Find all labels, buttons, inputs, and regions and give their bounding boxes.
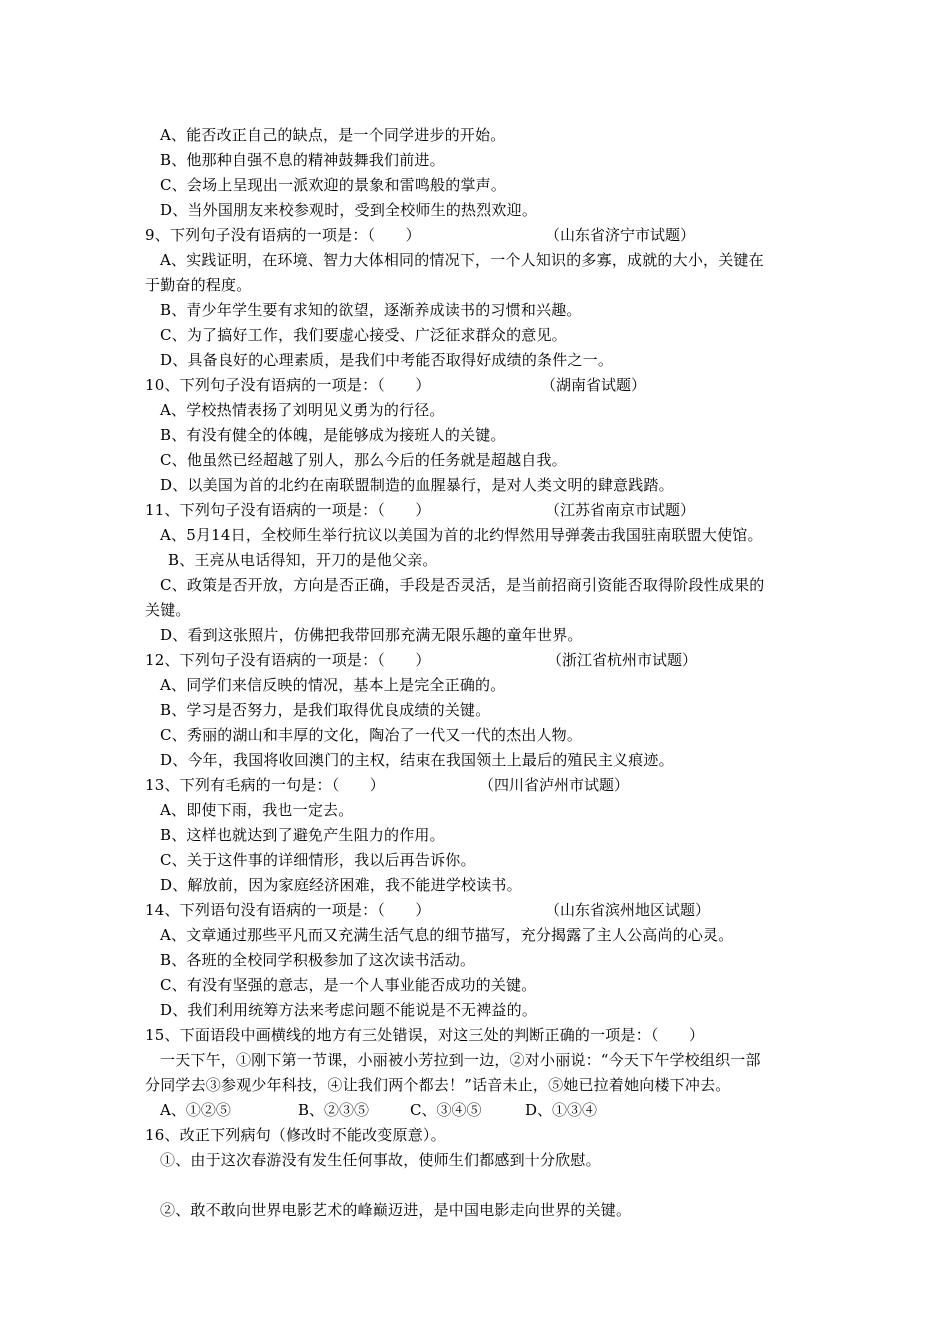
q13-option-d: D、解放前，因为家庭经济困难，我不能进学校读书。: [160, 876, 522, 894]
q12-option-d: D、今年，我国将收回澳门的主权，结束在我国领土上最后的殖民主义痕迹。: [160, 751, 674, 769]
q14-option-d: D、我们利用统筹方法来考虑问题不能说是不无裨益的。: [160, 1001, 538, 1019]
q13-stem: 13、下列有毛病的一句是：（ ）: [145, 776, 385, 794]
q16-item-1: ①、由于这次春游没有发生任何事故，使师生们都感到十分欣慰。: [160, 1151, 601, 1169]
q15-option-d: D、①③④: [525, 1101, 598, 1119]
q15-option-a: A、①②⑤: [160, 1101, 231, 1119]
q9-stem: 9、下列句子没有语病的一项是：（ ）: [145, 226, 421, 244]
q15-passage: 一天下午，①刚下第一节课，小丽被小芳拉到一边，②对小丽说：“今天下午学校组织一部: [160, 1051, 761, 1069]
q12-stem: 12、下列句子没有语病的一项是：（ ）: [145, 651, 431, 669]
q16-item-2: ②、敢不敢向世界电影艺术的峰巅迈进，是中国电影走向世界的关键。: [160, 1201, 632, 1219]
q11-option-c-continued: 关键。: [145, 601, 191, 619]
q9-source: （山东省济宁市试题）: [545, 226, 696, 244]
q14-source: （山东省滨州地区试题）: [545, 901, 711, 919]
q13-option-c: C、关于这件事的详细情形，我以后再告诉你。: [160, 851, 476, 869]
q9-option-a-continued: 于勤奋的程度。: [145, 276, 252, 294]
q13-option-a: A、即使下雨，我也一定去。: [160, 801, 354, 819]
q8-option-c: C、会场上呈现出一派欢迎的景象和雷鸣般的掌声。: [160, 176, 507, 194]
q10-option-a: A、学校热情表扬了刘明见义勇为的行径。: [160, 401, 445, 419]
q8-option-a: A、能否改正自己的缺点，是一个同学进步的开始。: [160, 126, 506, 144]
q14-option-c: C、有没有坚强的意志，是一个人事业能否成功的关键。: [160, 976, 537, 994]
q10-stem: 10、下列句子没有语病的一项是：（ ）: [145, 376, 431, 394]
q9-option-d: D、具备良好的心理素质，是我们中考能否取得好成绩的条件之一。: [160, 351, 614, 369]
q9-option-c: C、为了搞好工作，我们要虚心接受、广泛征求群众的意见。: [160, 326, 567, 344]
q11-source: （江苏省南京市试题）: [545, 501, 696, 519]
q8-option-b: B、他那种自强不息的精神鼓舞我们前进。: [160, 151, 445, 169]
q13-source: （四川省泸州市试题）: [479, 776, 630, 794]
q15-stem: 15、下面语段中画横线的地方有三处错误，对这三处的判断正确的一项是：（ ）: [145, 1026, 705, 1044]
q10-option-c: C、他虽然已经超越了别人，那么今后的任务就是超越自我。: [160, 451, 567, 469]
q12-source: （浙江省杭州市试题）: [547, 651, 698, 669]
q14-stem: 14、下列语句没有语病的一项是：（ ）: [145, 901, 431, 919]
q15-option-c: C、③④⑤: [410, 1101, 482, 1119]
q9-option-b: B、青少年学生要有求知的欲望，逐渐养成读书的习惯和兴趣。: [160, 301, 582, 319]
q15-passage-continued: 分同学去③参观少年科技，④让我们两个都去！”话音未止，⑤她已拉着她向楼下冲去。: [145, 1076, 731, 1094]
q11-option-c: C、政策是否开放，方向是否正确，手段是否灵活，是当前招商引资能否取得阶段性成果的: [160, 576, 765, 594]
q10-source: （湖南省试题）: [541, 376, 647, 394]
q14-option-a: A、文章通过那些平凡而又充满生活气息的细节描写，充分揭露了主人公高尚的心灵。: [160, 926, 734, 944]
q14-option-b: B、各班的全校同学积极参加了这次读书活动。: [160, 951, 476, 969]
q8-option-d: D、当外国朋友来校参观时，受到全校师生的热烈欢迎。: [160, 201, 538, 219]
q15-option-b: B、②③⑤: [298, 1101, 370, 1119]
q10-option-b: B、有没有健全的体魄，是能够成为接班人的关键。: [160, 426, 506, 444]
q12-option-c: C、秀丽的湖山和丰厚的文化，陶冶了一代又一代的杰出人物。: [160, 726, 583, 744]
q11-option-a: A、5月14日，全校师生举行抗议以美国为首的北约悍然用导弹袭击我国驻南联盟大使馆。: [160, 526, 763, 544]
q10-option-d: D、以美国为首的北约在南联盟制造的血腥暴行，是对人类文明的肆意践踏。: [160, 476, 674, 494]
q12-option-a: A、同学们来信反映的情况，基本上是完全正确的。: [160, 676, 506, 694]
q11-option-d: D、看到这张照片，仿佛把我带回那充满无限乐趣的童年世界。: [160, 626, 583, 644]
q12-option-b: B、学习是否努力，是我们取得优良成绩的关键。: [160, 701, 491, 719]
q13-option-b: B、这样也就达到了避免产生阻力的作用。: [160, 826, 445, 844]
q9-option-a: A、实践证明，在环境、智力大体相同的情况下，一个人知识的多寡，成就的大小，关键在: [160, 251, 764, 269]
q11-option-b: B、王亮从电话得知，开刀的是他父亲。: [168, 551, 438, 569]
q11-stem: 11、下列句子没有语病的一项是：（ ）: [145, 501, 431, 519]
q16-stem: 16、改正下列病句（修改时不能改变原意）。: [145, 1126, 446, 1144]
